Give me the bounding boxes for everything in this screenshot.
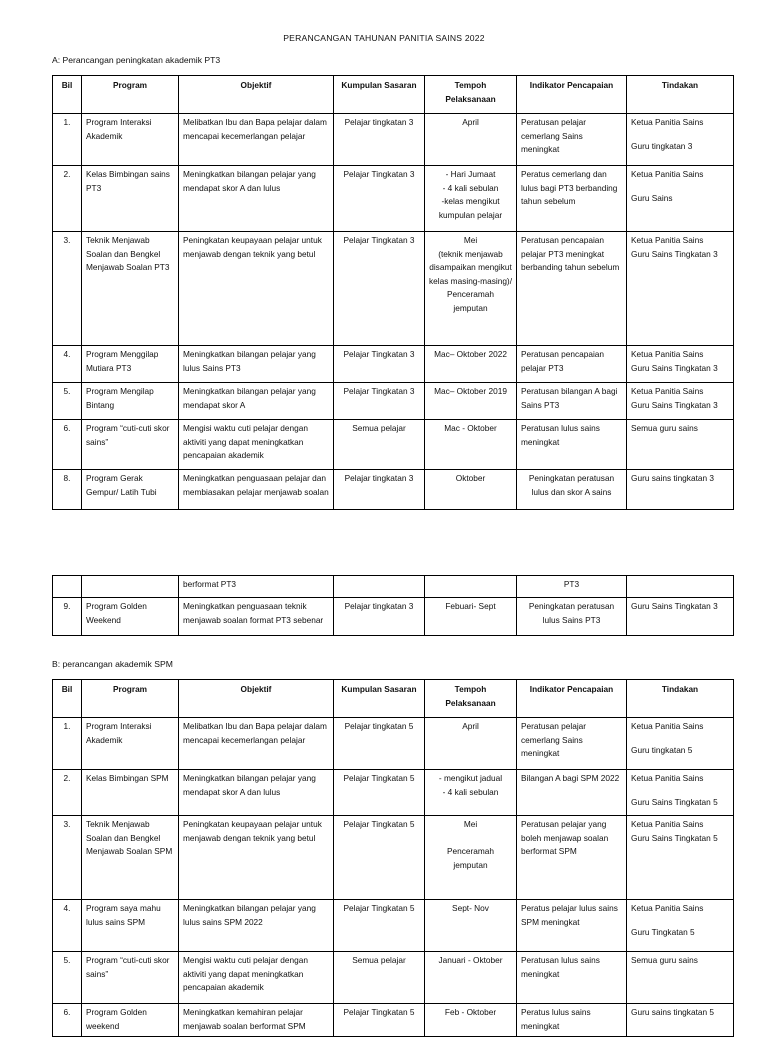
table-row (53, 232, 734, 346)
section-a-heading: A: Perancangan peningkatan akademik PT3 (52, 55, 221, 65)
cell-kumpulan: Pelajar Tingkatan 3 (334, 346, 425, 383)
cell-tempoh: Sept- Nov (425, 900, 517, 952)
tindakan-primary: Semua guru sains (631, 955, 698, 965)
cell-indikator: Bilangan A bagi SPM 2022 (517, 770, 627, 816)
cell-objektif: Meningkatkan bilangan pelajar yang mendapat skor A (179, 383, 334, 420)
cell-objektif: Mengisi waktu cuti pelajar dengan aktiviti yang dapat meningkatkan pencapaian akademik (179, 420, 334, 470)
cell-tempoh: April (425, 114, 517, 166)
cell-tempoh (425, 576, 517, 598)
cell-objektif: berformat PT3 (179, 576, 334, 598)
cell-program: Program Interaksi Akademik (82, 114, 179, 166)
tindakan-secondary: Guru Sains (631, 192, 673, 203)
table-a-continued (52, 575, 734, 636)
table-row (53, 718, 734, 770)
cell-bil: 6. (53, 420, 82, 470)
tindakan-secondary: Guru tingkatan 3 (631, 140, 693, 151)
tindakan-primary: Ketua Panitia Sains (631, 903, 704, 913)
cell-indikator: PT3 (517, 576, 627, 598)
tindakan-primary: Guru sains tingkatan 5 (631, 1007, 715, 1017)
cell-tindakan (627, 383, 734, 420)
cell-bil: 1. (53, 114, 82, 166)
table-a (52, 75, 734, 510)
cell-indikator: Peratus cemerlang dan lulus bagi PT3 berbanding tahun sebelum (517, 166, 627, 232)
cell-kumpulan: Pelajar Tingkatan 5 (334, 1004, 425, 1037)
cell-indikator: Peratusan pelajar yang boleh menjawap soalan berformat SPM (517, 816, 627, 900)
cell-tindakan (627, 420, 734, 470)
cell-objektif: Meningkatkan bilangan pelajar yang lulus sains SPM 2022 (179, 900, 334, 952)
header-program: Program (82, 76, 179, 114)
cell-indikator: Peningkatan peratusan lulus Sains PT3 (517, 598, 627, 636)
cell-bil: 5. (53, 383, 82, 420)
header-kumpulan: Kumpulan Sasaran (334, 680, 425, 718)
cell-program: Program saya mahu lulus sains SPM (82, 900, 179, 952)
cell-tempoh: Mei (teknik menjawab disampaikan mengikut kelas masing-masing)/ Penceramah jemputan (425, 232, 517, 346)
cell-program: Program Menggilap Mutiara PT3 (82, 346, 179, 383)
cell-tempoh: Oktober (425, 470, 517, 510)
cell-objektif: Mengisi waktu cuti pelajar dengan aktiviti yang dapat meningkatkan pencapaian akademik (179, 952, 334, 1004)
tindakan-secondary: Guru tingkatan 5 (631, 744, 693, 755)
header-indikator: Indikator Pencapaian (517, 680, 627, 718)
tindakan-primary: Ketua Panitia Sains (631, 169, 704, 179)
cell-bil: 4. (53, 900, 82, 952)
cell-indikator: Peratusan lulus sains meningkat (517, 952, 627, 1004)
cell-tempoh: Febuari- Sept (425, 598, 517, 636)
cell-kumpulan: Pelajar Tingkatan 5 (334, 900, 425, 952)
tindakan-primary: Ketua Panitia Sains Guru Sains Tingkatan 5 (631, 819, 718, 843)
tindakan-primary: Ketua Panitia Sains Guru Sains Tingkatan 3 (631, 349, 718, 373)
cell-bil: 8. (53, 470, 82, 510)
cell-bil: 4. (53, 346, 82, 383)
cell-bil: 3. (53, 232, 82, 346)
section-b-heading: B: perancangan akademik SPM (52, 659, 173, 669)
cell-kumpulan: Pelajar tingkatan 3 (334, 470, 425, 510)
table-b (52, 679, 734, 1037)
table-row (53, 770, 734, 816)
cell-tindakan (627, 770, 734, 816)
cell-objektif: Meningkatkan bilangan pelajar yang lulus Sains PT3 (179, 346, 334, 383)
cell-bil: 2. (53, 770, 82, 816)
cell-bil (53, 576, 82, 598)
cell-objektif: Meningkatkan bilangan pelajar yang mendapat skor A dan lulus (179, 166, 334, 232)
cell-tempoh: Feb - Oktober (425, 1004, 517, 1037)
cell-kumpulan: Pelajar Tingkatan 3 (334, 383, 425, 420)
cell-objektif: Peningkatan keupayaan pelajar untuk menjawab dengan teknik yang betul (179, 816, 334, 900)
cell-tindakan (627, 718, 734, 770)
cell-bil: 6. (53, 1004, 82, 1037)
cell-tempoh: - Hari Jumaat - 4 kali sebulan -kelas mengikut kumpulan pelajar (425, 166, 517, 232)
cell-program: Teknik Menjawab Soalan dan Bengkel Menjawab Soalan PT3 (82, 232, 179, 346)
document-title: PERANCANGAN TAHUNAN PANITIA SAINS 2022 (283, 33, 485, 43)
cell-program: Kelas Bimbingan SPM (82, 770, 179, 816)
cell-objektif: Peningkatan keupayaan pelajar untuk menjawab dengan teknik yang betul (179, 232, 334, 346)
cell-tempoh: - mengikut jadual - 4 kali sebulan (425, 770, 517, 816)
tindakan-secondary: Guru Tingkatan 5 (631, 926, 695, 937)
cell-kumpulan: Semua pelajar (334, 420, 425, 470)
tindakan-primary: Guru sains tingkatan 3 (631, 473, 715, 483)
cell-program: Program Gerak Gempur/ Latih Tubi (82, 470, 179, 510)
cell-kumpulan: Pelajar tingkatan 5 (334, 718, 425, 770)
cell-objektif: Meningkatkan kemahiran pelajar menjawab soalan berformat SPM (179, 1004, 334, 1037)
cell-indikator: Peratusan pencapaian pelajar PT3 meningkat berbanding tahun sebelum (517, 232, 627, 346)
cell-tempoh: Mei Penceramah jemputan (425, 816, 517, 900)
cell-bil: 5. (53, 952, 82, 1004)
table-row (53, 598, 734, 636)
cell-program: Program Golden Weekend (82, 598, 179, 636)
header-objektif: Objektif (179, 680, 334, 718)
cell-objektif: Melibatkan Ibu dan Bapa pelajar dalam mencapai kecemerlangan pelajar (179, 718, 334, 770)
cell-bil: 9. (53, 598, 82, 636)
table-row (53, 420, 734, 470)
cell-bil: 3. (53, 816, 82, 900)
tindakan-primary: Ketua Panitia Sains (631, 117, 704, 127)
header-bil: Bil (53, 76, 82, 114)
tindakan-primary: Ketua Panitia Sains (631, 773, 704, 783)
table-row (53, 900, 734, 952)
cell-kumpulan: Pelajar Tingkatan 3 (334, 166, 425, 232)
cell-tindakan (627, 346, 734, 383)
cell-indikator: Peratusan pencapaian pelajar PT3 (517, 346, 627, 383)
cell-tempoh: April (425, 718, 517, 770)
table-row (53, 470, 734, 510)
cell-tempoh: Mac - Oktober (425, 420, 517, 470)
cell-objektif: Meningkatkan bilangan pelajar yang mendapat skor A dan lulus (179, 770, 334, 816)
header-kumpulan: Kumpulan Sasaran (334, 76, 425, 114)
table-row (53, 1004, 734, 1037)
cell-program: Program “cuti-cuti skor sains” (82, 420, 179, 470)
header-tindakan: Tindakan (627, 680, 734, 718)
cell-tindakan (627, 900, 734, 952)
cell-program: Kelas Bimbingan sains PT3 (82, 166, 179, 232)
cell-tindakan (627, 232, 734, 346)
table-row (53, 114, 734, 166)
header-tindakan: Tindakan (627, 76, 734, 114)
table-row (53, 383, 734, 420)
tindakan-primary: Ketua Panitia Sains (631, 721, 704, 731)
tindakan-primary: Guru Sains Tingkatan 3 (631, 601, 718, 611)
cell-program (82, 576, 179, 598)
cell-tindakan (627, 816, 734, 900)
cell-tindakan (627, 576, 734, 598)
cell-program: Teknik Menjawab Soalan dan Bengkel Menjawab Soalan SPM (82, 816, 179, 900)
cell-kumpulan: Pelajar tingkatan 3 (334, 114, 425, 166)
cell-kumpulan: Pelajar Tingkatan 5 (334, 770, 425, 816)
table-row (53, 816, 734, 900)
table-row (53, 576, 734, 598)
cell-tindakan (627, 114, 734, 166)
table-row (53, 166, 734, 232)
cell-tindakan (627, 470, 734, 510)
cell-tindakan (627, 598, 734, 636)
header-indikator: Indikator Pencapaian (517, 76, 627, 114)
cell-bil: 1. (53, 718, 82, 770)
cell-kumpulan (334, 576, 425, 598)
cell-kumpulan: Pelajar Tingkatan 5 (334, 816, 425, 900)
cell-kumpulan: Pelajar tingkatan 3 (334, 598, 425, 636)
header-bil: Bil (53, 680, 82, 718)
cell-program: Program Interaksi Akademik (82, 718, 179, 770)
cell-tindakan (627, 166, 734, 232)
cell-objektif: Meningkatkan penguasaan teknik menjawab soalan format PT3 sebenar (179, 598, 334, 636)
cell-program: Program Mengilap Bintang (82, 383, 179, 420)
cell-tindakan (627, 952, 734, 1004)
cell-kumpulan: Pelajar Tingkatan 3 (334, 232, 425, 346)
cell-indikator: Peratusan lulus sains meningkat (517, 420, 627, 470)
cell-tindakan (627, 1004, 734, 1037)
table-row (53, 346, 734, 383)
cell-bil: 2. (53, 166, 82, 232)
header-tempoh: Tempoh Pelaksanaan (425, 680, 517, 718)
cell-kumpulan: Semua pelajar (334, 952, 425, 1004)
cell-indikator: Peningkatan peratusan lulus dan skor A sains (517, 470, 627, 510)
table-row (53, 952, 734, 1004)
cell-indikator: Peratus pelajar lulus sains SPM meningkat (517, 900, 627, 952)
cell-indikator: Peratusan pelajar cemerlang Sains meningkat (517, 718, 627, 770)
cell-objektif: Meningkatkan penguasaan pelajar dan membiasakan pelajar menjawab soalan (179, 470, 334, 510)
tindakan-primary: Semua guru sains (631, 423, 698, 433)
cell-objektif: Melibatkan Ibu dan Bapa pelajar dalam mencapai kecemerlangan pelajar (179, 114, 334, 166)
cell-tempoh: Mac– Oktober 2022 (425, 346, 517, 383)
cell-tempoh: Januari - Oktober (425, 952, 517, 1004)
tindakan-primary: Ketua Panitia Sains Guru Sains Tingkatan 3 (631, 235, 718, 259)
cell-tempoh: Mac– Oktober 2019 (425, 383, 517, 420)
tindakan-secondary: Guru Sains Tingkatan 5 (631, 796, 718, 807)
cell-program: Program “cuti-cuti skor sains” (82, 952, 179, 1004)
cell-indikator: Peratus lulus sains meningkat (517, 1004, 627, 1037)
cell-program: Program Golden weekend (82, 1004, 179, 1037)
header-tempoh: Tempoh Pelaksanaan (425, 76, 517, 114)
cell-indikator: Peratusan pelajar cemerlang Sains meningkat (517, 114, 627, 166)
cell-indikator: Peratusan bilangan A bagi Sains PT3 (517, 383, 627, 420)
header-program: Program (82, 680, 179, 718)
header-objektif: Objektif (179, 76, 334, 114)
tindakan-primary: Ketua Panitia Sains Guru Sains Tingkatan 3 (631, 386, 718, 410)
